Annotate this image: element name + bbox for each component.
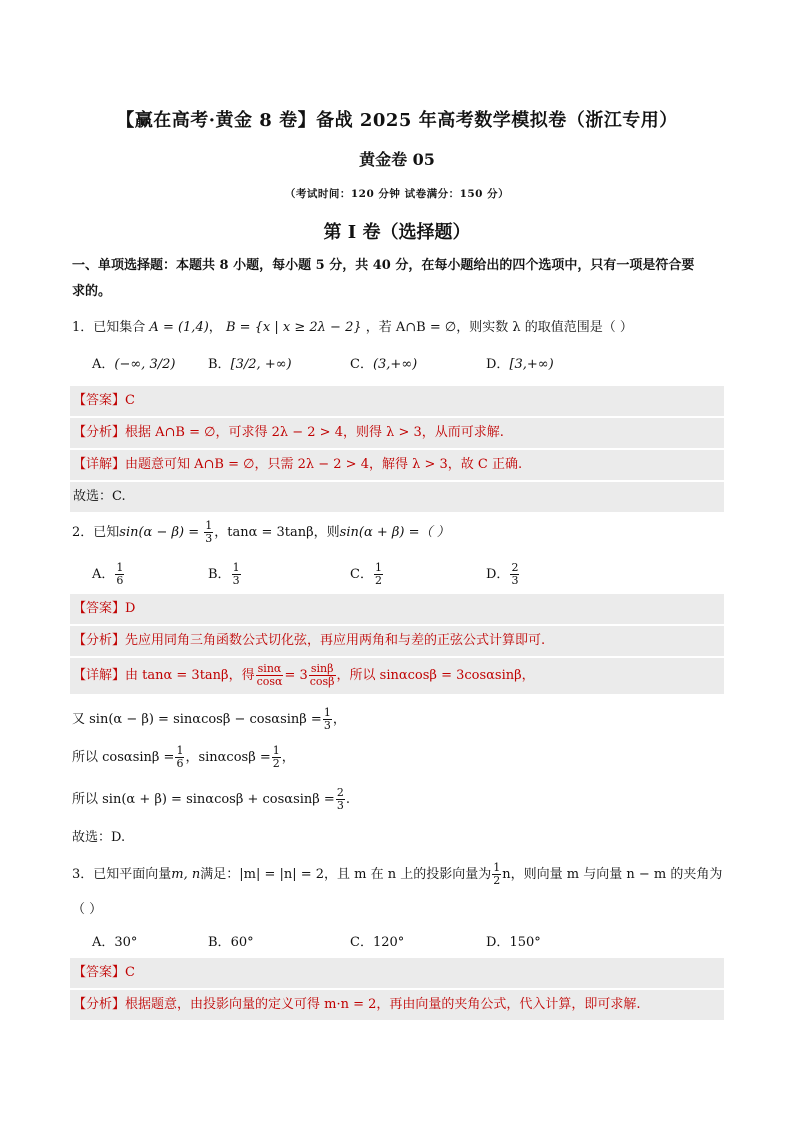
question-2-stem	[72, 520, 724, 546]
answer-label: 【答案】	[73, 393, 126, 408]
q1-answer-row	[70, 386, 724, 416]
q2-answer: D	[125, 601, 136, 616]
q2-stem-fraction: $\frac{1}{3}$	[205, 519, 213, 545]
section-intro	[72, 256, 724, 302]
q1-analysis-row	[70, 418, 724, 448]
q1-choose: C.	[112, 489, 126, 504]
q1-answer: C	[125, 393, 135, 408]
q1-option-a[interactable]: A．(−∞, 3/2)	[92, 357, 176, 372]
intro-line-2: 求的。	[72, 284, 112, 299]
question-3-stem-line-2: （ ）	[72, 902, 103, 917]
q3-answer-row	[70, 958, 724, 988]
question-3-stem: 3．已知平面向量m, n满足：|m| = |n| = 2，且 m 在 n 上的投影向量为 $\frac{1}{2}$ n，则向量 m 与向量 n − m 的夹角为	[72, 861, 723, 887]
q1-set-a: A = (1,4)	[149, 320, 209, 335]
q2-stem-mid: ，tanα = 3tanβ，则	[214, 525, 340, 540]
analysis-label: 【分析】	[73, 997, 126, 1012]
q2-stem-tail: sin(α + β) =（ ）	[339, 525, 450, 540]
document-title: 【赢在高考·黄金 8 卷】备战 2025 年高考数学模拟卷（浙江专用）	[116, 110, 678, 131]
answer-label: 【答案】	[73, 601, 126, 616]
q2-answer-row	[70, 594, 724, 624]
q2-analysis: 先应用同角三角函数公式切化弦，再应用两角和与差的正弦公式计算即可.	[125, 633, 546, 648]
exam-time-note: （考试时间：120 分钟 试卷满分：150 分）	[284, 188, 510, 200]
q1-condition: ，若 A∩B = ∅，则实数 λ 的取值范围是（ ）	[365, 320, 633, 335]
q3-answer: C	[125, 965, 135, 980]
q1-option-d[interactable]: D．[3,+∞)	[486, 357, 554, 372]
q2-choose: D.	[111, 830, 126, 845]
question-1-stem: 1．已知集合 A = (1,4)， B = {x | x ≥ 2λ − 2} ，若 A∩B = ∅，则实数 λ 的取值范围是（ ）	[72, 320, 633, 335]
question-1-options	[92, 350, 722, 380]
q1-choose-row	[70, 482, 724, 512]
q2-stem-prefix: 2．已知	[72, 525, 120, 540]
q3-option-d[interactable]: D．150°	[486, 935, 541, 950]
question-3-options	[92, 928, 722, 958]
choose-label: 故选：	[72, 830, 112, 845]
q3-option-a[interactable]: A．30°	[92, 935, 138, 950]
q1-option-c[interactable]: C．(3,+∞)	[350, 357, 418, 372]
q1-option-b[interactable]: B．[3/2, +∞)	[208, 357, 292, 372]
q2-analysis-row	[70, 626, 724, 656]
q1-analysis: 根据 A∩B = ∅，可求得 2λ − 2 > 4，则得 λ > 3，从而可求解.	[125, 425, 504, 440]
analysis-label: 【分析】	[73, 633, 126, 648]
q3-analysis-row	[70, 990, 724, 1020]
q2-work-line-3: 所以 cosαsinβ = $\frac{1}{6}$ ，sinαcosβ = $\frac{1}{2}$ ，	[72, 744, 295, 770]
analysis-label: 【分析】	[73, 425, 126, 440]
q2-detail-row	[70, 658, 724, 694]
q3-analysis: 根据题意，由投影向量的定义可得 m·n = 2，再由向量的夹角公式，代入计算，即可求解.	[125, 997, 641, 1012]
q2-option-a[interactable]: A． $\frac{1}{6}$	[92, 561, 124, 587]
q3-option-b[interactable]: B．60°	[208, 935, 254, 950]
q2-detail: 由 tanα = 3tanβ，得 $\frac{\sin\alpha}{\cos\alpha}$ = 3 $\frac{\sin\beta}{\cos\beta}$ ，所以 sinαcosβ = 3cosαsinβ，	[125, 662, 535, 688]
q2-stem-expr: sin(α − β) =	[119, 525, 200, 540]
q1-stem-prefix: 1．已知集合	[72, 320, 146, 335]
detail-label: 【详解】	[73, 457, 126, 472]
q2-work-line-4: 所以 sin(α + β) = sinαcosβ + cosαsinβ = $\frac{2}{3}$ .	[72, 786, 350, 812]
q2-choose-row	[72, 828, 724, 848]
q2-work-line-2: 又 sin(α − β) = sinαcosβ − cosαsinβ = $\frac{1}{3}$ ，	[72, 706, 346, 732]
q3-vectors: m, n	[171, 867, 201, 882]
q1-set-b: B = {x | x ≥ 2λ − 2}	[225, 320, 362, 335]
section-title: 第 I 卷（选择题）	[323, 222, 471, 243]
q2-option-d[interactable]: D． $\frac{2}{3}$	[486, 561, 519, 587]
q1-detail-row	[70, 450, 724, 480]
choose-label: 故选：	[73, 489, 113, 504]
question-2-options	[92, 560, 722, 590]
intro-line-1: 一、单项选择题：本题共 8 小题，每小题 5 分，共 40 分，在每小题给出的四个选项中，只有一项是符合要	[72, 258, 695, 273]
q3-option-c[interactable]: C．120°	[350, 935, 405, 950]
answer-label: 【答案】	[73, 965, 126, 980]
q2-option-c[interactable]: C． $\frac{1}{2}$	[350, 561, 382, 587]
detail-label: 【详解】	[73, 668, 126, 683]
q2-option-b[interactable]: B． $\frac{1}{3}$	[208, 561, 240, 587]
document-subtitle: 黄金卷 05	[359, 150, 435, 169]
q1-detail: 由题意可知 A∩B = ∅，只需 2λ − 2 > 4，解得 λ > 3，故 C 正确.	[125, 457, 523, 472]
